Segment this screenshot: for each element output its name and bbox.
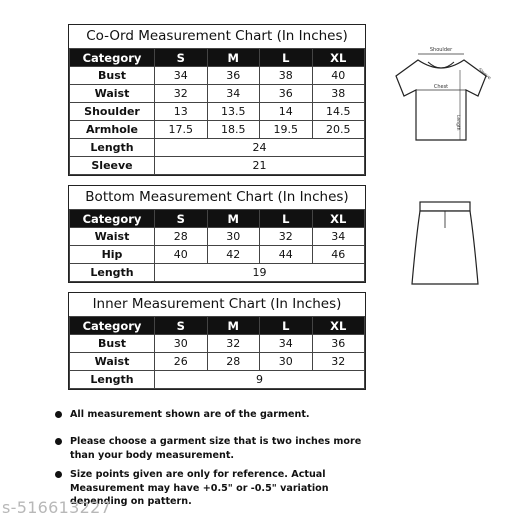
row-category: Waist [70,353,155,371]
header-m: M [207,317,260,335]
table-row [70,264,365,282]
bullet-icon [55,438,62,445]
note-text: Please choose a garment size that is two inches more than your body measurement. [70,436,362,461]
cell-xl: 36 [312,335,365,353]
bottom-table [69,209,365,282]
inner-header-row [70,317,365,335]
cell-xl: 40 [312,67,365,85]
row-category: Hip [70,246,155,264]
top-garment-sketch [388,40,498,150]
cell-xl: 34 [312,228,365,246]
table-row [70,335,365,353]
bullet-icon [55,411,62,418]
header-xl: XL [312,49,365,67]
header-xl: XL [312,210,365,228]
header-s: S [155,317,208,335]
table-row [70,121,365,139]
row-category: Waist [70,228,155,246]
cell-all-sizes: 9 [155,371,365,389]
skirt-sketch [400,198,490,290]
cell-xl: 46 [312,246,365,264]
header-m: M [207,210,260,228]
row-category: Shoulder [70,103,155,121]
cell-m: 32 [207,335,260,353]
header-category: Category [70,49,155,67]
header-category: Category [70,210,155,228]
header-s: S [155,49,208,67]
row-category: Bust [70,335,155,353]
header-category: Category [70,317,155,335]
coord-header-row [70,49,365,67]
cell-s: 26 [155,353,208,371]
cell-l: 34 [260,335,313,353]
cell-s: 28 [155,228,208,246]
table-row [70,353,365,371]
table-row [70,157,365,175]
row-category: Armhole [70,121,155,139]
header-l: L [260,210,313,228]
cell-all-sizes: 21 [155,157,365,175]
cell-all-sizes: 19 [155,264,365,282]
inner-chart-title: Inner Measurement Chart (In Inches) [92,296,342,312]
bottom-header-row [70,210,365,228]
inner-measurement-chart [68,292,366,390]
row-category: Waist [70,85,155,103]
table-row [70,139,365,157]
cell-m: 13.5 [207,103,260,121]
header-xl: XL [312,317,365,335]
bullet-icon [55,471,62,478]
sleeve-label: Sleeve [476,67,492,82]
cell-s: 17.5 [155,121,208,139]
coord-table [69,48,365,175]
row-category: Length [70,371,155,389]
cell-s: 32 [155,85,208,103]
table-row [70,246,365,264]
table-row [70,85,365,103]
header-l: L [260,49,313,67]
cell-s: 40 [155,246,208,264]
list-item [52,435,380,462]
bottom-measurement-chart [68,185,366,283]
table-row [70,103,365,121]
cell-s: 13 [155,103,208,121]
note-text: Size points given are only for reference. Actual Measurement may have +0.5" or -0.5" variation depending on pattern. [70,469,329,507]
header-s: S [155,210,208,228]
cell-xl: 14.5 [312,103,365,121]
list-item [52,408,390,422]
row-category: Sleeve [70,157,155,175]
cell-l: 36 [260,85,313,103]
cell-m: 34 [207,85,260,103]
cell-xl: 32 [312,353,365,371]
cell-l: 14 [260,103,313,121]
row-category: Bust [70,67,155,85]
cell-m: 42 [207,246,260,264]
row-category: Length [70,264,155,282]
cell-m: 36 [207,67,260,85]
cell-l: 19.5 [260,121,313,139]
cell-m: 30 [207,228,260,246]
header-l: L [260,317,313,335]
table-row [70,228,365,246]
note-text: All measurement shown are of the garment. [70,409,310,420]
cell-s: 30 [155,335,208,353]
watermark: s-516613227 [2,498,112,517]
inner-table [69,316,365,389]
cell-l: 30 [260,353,313,371]
cell-l: 44 [260,246,313,264]
cell-m: 18.5 [207,121,260,139]
header-m: M [207,49,260,67]
bottom-chart-title: Bottom Measurement Chart (In Inches) [85,189,349,205]
table-row [70,67,365,85]
coord-measurement-chart [68,24,366,176]
cell-l: 38 [260,67,313,85]
shoulder-label: Shoulder [429,47,453,53]
row-category: Length [70,139,155,157]
table-row [70,371,365,389]
cell-all-sizes: 24 [155,139,365,157]
cell-m: 28 [207,353,260,371]
cell-l: 32 [260,228,313,246]
cell-xl: 38 [312,85,365,103]
cell-s: 34 [155,67,208,85]
length-label: Length [455,115,460,131]
chest-label: Chest [433,84,449,90]
cell-xl: 20.5 [312,121,365,139]
coord-chart-title: Co-Ord Measurement Chart (In Inches) [86,28,348,44]
